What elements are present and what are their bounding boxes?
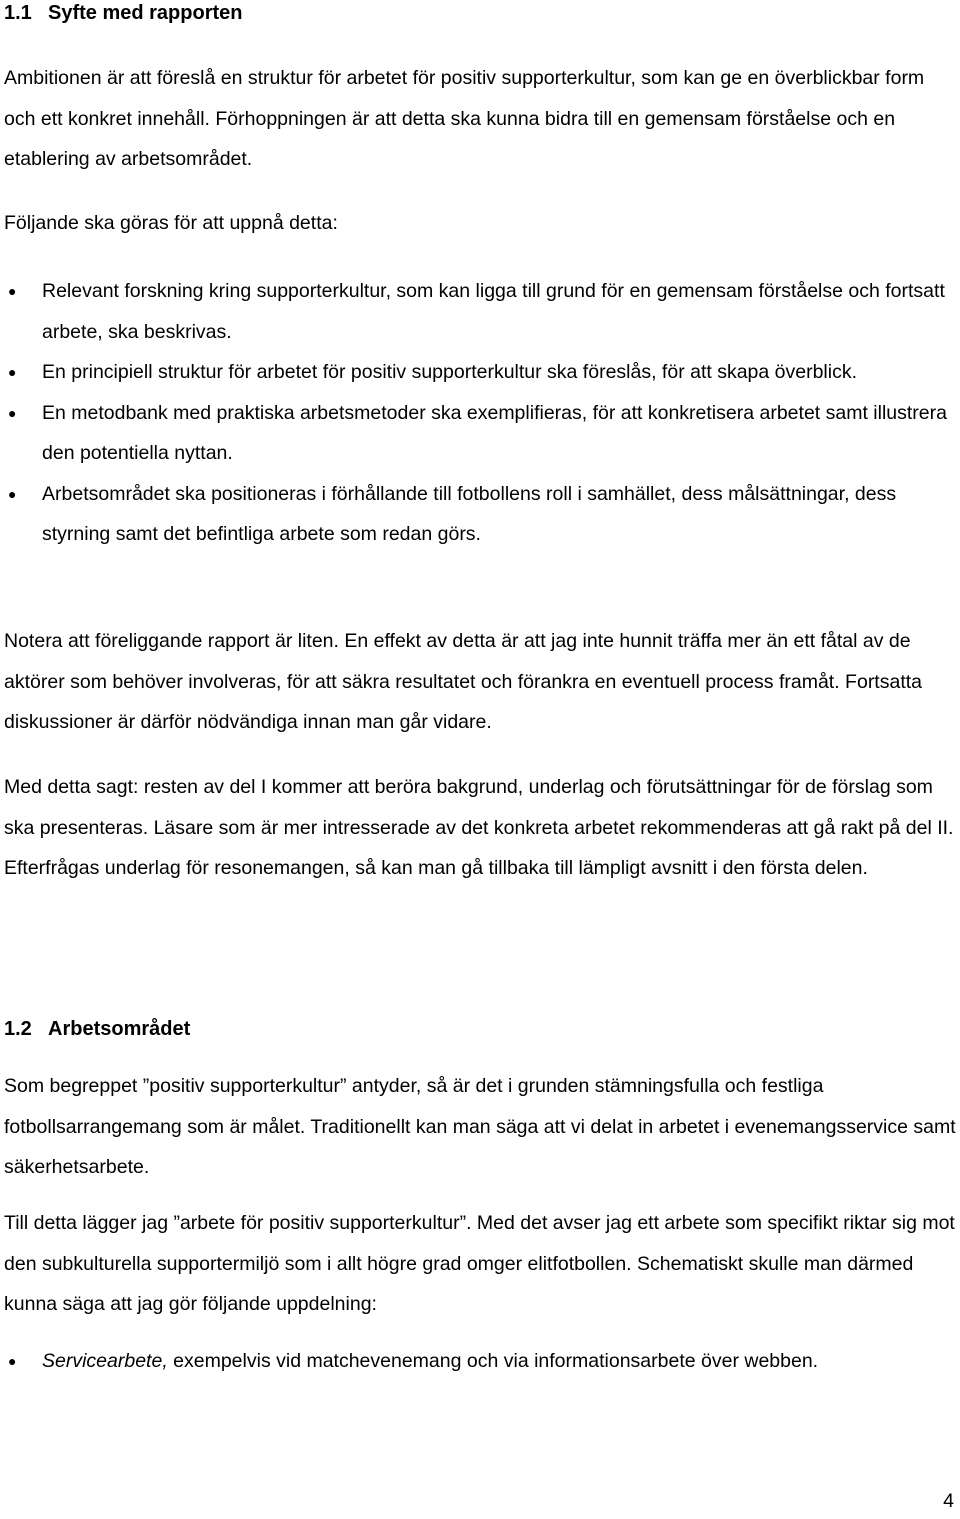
paragraph: Följande ska göras för att uppnå detta: bbox=[4, 212, 338, 234]
bullet-icon: ● bbox=[8, 283, 17, 299]
list-item bbox=[0, 352, 956, 393]
bullet-icon: ● bbox=[8, 364, 17, 380]
section-number: 1.1 bbox=[4, 2, 32, 24]
list-item bbox=[0, 271, 956, 352]
bullet-list bbox=[0, 1341, 956, 1382]
list-item bbox=[0, 1341, 956, 1382]
paragraph: Med detta sagt: resten av del I kommer att beröra bakgrund, underlag och förutsättningar för de förslag som ska presenteras. Läsare som är mer intresserade av det konkreta arbetet rekommenderas att gå rakt på del II. Efterfrågas underlag för resonemangen, så kan man gå tillbaka till lämpligt avsnitt i den första delen. bbox=[4, 776, 954, 879]
bullet-icon: ● bbox=[8, 404, 17, 421]
list-item-text: En principiell struktur för arbetet för positiv supporterkultur ska föreslås, för att skapa överblick. bbox=[42, 361, 858, 383]
paragraph: Till detta lägger jag ”arbete för positiv supporterkultur”. Med det avser jag ett arbete som specifikt riktar sig mot den subkulturella supportermiljö som i allt högre grad omger elitfotbollen. Schematiskt skulle man därmed kunna säga att jag gör följande uppdelning: bbox=[4, 1212, 955, 1315]
list-item-text: exempelvis vid matchevenemang och via informationsarbete över webben. bbox=[167, 1350, 819, 1372]
page-number: 4 bbox=[943, 1490, 954, 1512]
list-item-text: Arbetsområdet ska positioneras i förhållande till fotbollens roll i samhället, dess målsättningar, dess styrning samt det befintliga arbete som redan görs. bbox=[42, 482, 897, 545]
section-title: Arbetsområdet bbox=[48, 1018, 191, 1040]
list-item bbox=[0, 393, 956, 474]
list-item bbox=[0, 474, 956, 555]
bullet-icon: ● bbox=[8, 1353, 17, 1369]
paragraph: Som begreppet ”positiv supporterkultur” antyder, så är det i grunden stämningsfulla och festliga fotbollsarrangemang som är målet. Traditionellt kan man säga att vi delat in arbetet i evenemangsservice samt säkerhetsarbete. bbox=[4, 1075, 956, 1178]
section-heading bbox=[4, 1016, 190, 1042]
section-heading bbox=[4, 0, 242, 26]
list-item-text: En metodbank med praktiska arbetsmetoder ska exemplifieras, för att konkretisera arbetet samt illustrera den potentiella nyttan. bbox=[42, 401, 947, 464]
section-title: Syfte med rapporten bbox=[48, 2, 243, 24]
paragraph: Notera att föreliggande rapport är liten. En effekt av detta är att jag inte hunnit träffa mer än ett fåtal av de aktörer som behöver involveras, för att säkra resultatet och förankra en eventuell process framåt. Fortsatta diskussioner är därför nödvändiga innan man går vidare. bbox=[4, 630, 923, 733]
paragraph: Ambitionen är att föreslå en struktur för arbetet för positiv supporterkultur, som kan ge en överblickbar form och ett konkret innehåll. Förhoppningen är att detta ska kunna bidra till en gemensam förståelse och en etablering av arbetsområdet. bbox=[4, 67, 925, 170]
bullet-list bbox=[0, 271, 956, 555]
list-item-text: Relevant forskning kring supporterkultur, som kan ligga till grund för en gemensam förståelse och fortsatt arbete, ska beskrivas. bbox=[42, 280, 945, 343]
section-number: 1.2 bbox=[4, 1018, 32, 1040]
list-item-term: Servicearbete, bbox=[42, 1350, 168, 1372]
bullet-icon: ● bbox=[8, 485, 17, 502]
